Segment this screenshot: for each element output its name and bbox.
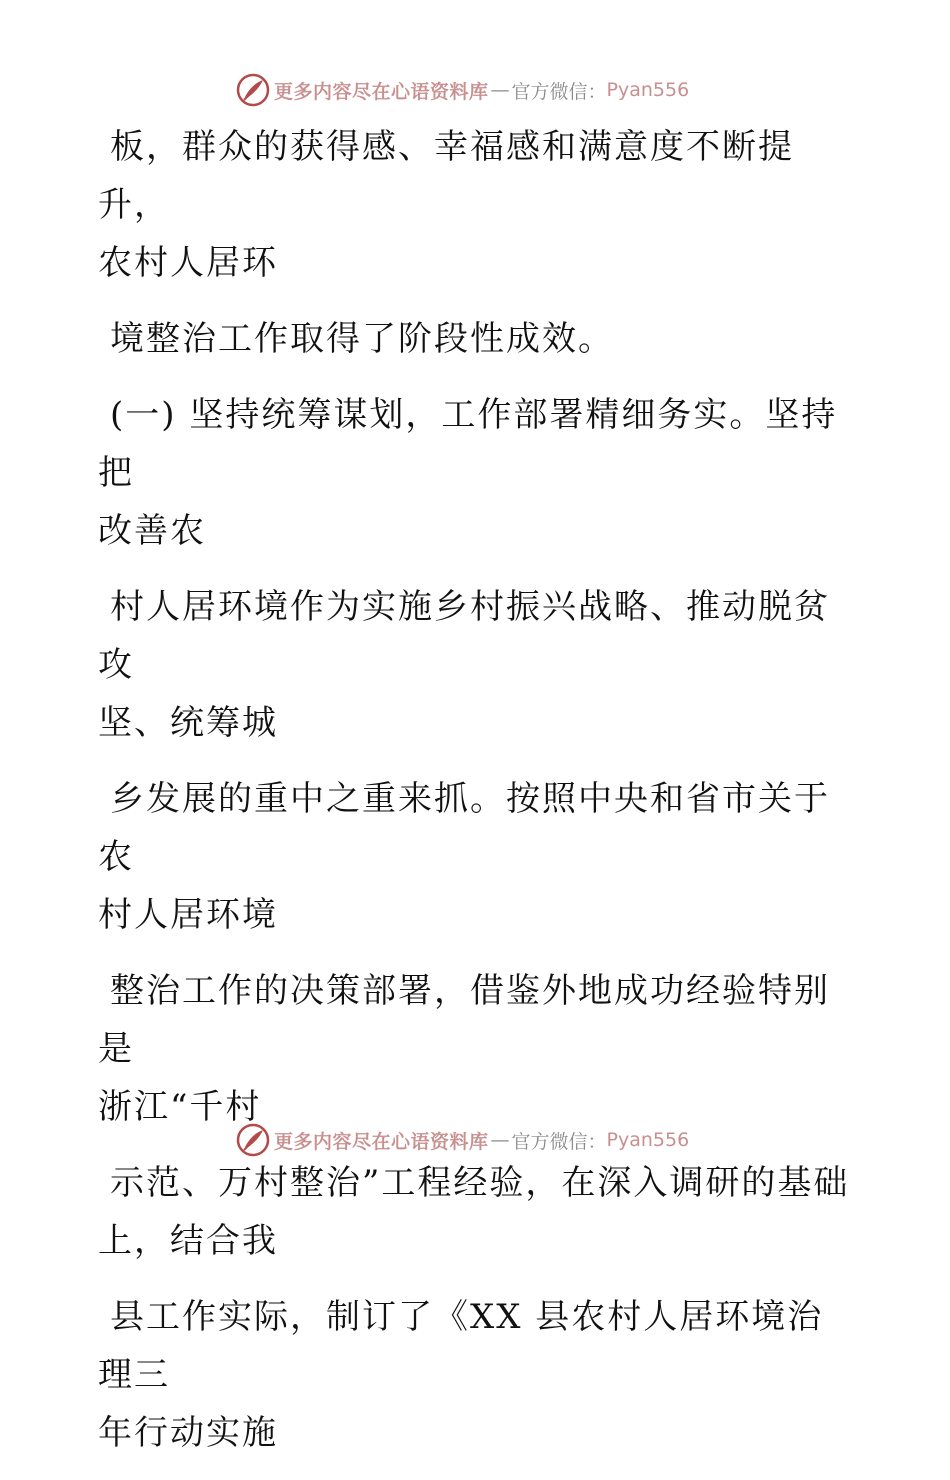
watermark-wechat-id: Pyan556	[606, 79, 690, 101]
watermark-site-text: 更多内容尽在心语资料库	[274, 80, 489, 103]
paragraph-line: 县工作实际，制订了《XX 县农村人居环境治理三	[98, 1297, 824, 1395]
paragraph	[98, 962, 858, 1136]
watermark-footer	[236, 1122, 689, 1158]
paragraph-line: 农村人居环	[98, 243, 278, 283]
watermark-header	[236, 72, 689, 108]
feather-pen-seal-icon	[236, 1123, 270, 1157]
paragraph-line: 年行动实施	[98, 1413, 278, 1453]
paragraph-line: 改善农	[98, 511, 206, 551]
paragraph	[98, 578, 858, 752]
watermark-separator: —	[490, 79, 510, 101]
paragraph-line: 乡发展的重中之重来抓。按照中央和省市关于农	[98, 779, 830, 877]
watermark-wechat-id: Pyan556	[606, 1129, 690, 1151]
watermark-wechat-label: 官方微信：	[511, 80, 607, 103]
watermark-wechat-label: 官方微信：	[511, 1130, 607, 1153]
paragraph-line: 上，结合我	[98, 1221, 278, 1261]
paragraph-line: 示范、万村整治”工程经验，在深入调研的基础	[110, 1163, 850, 1203]
paragraph-line: 板，群众的获得感、幸福感和满意度不断提升，	[98, 127, 794, 225]
paragraph	[98, 770, 858, 944]
paragraph-line: (一) 坚持统筹谋划，工作部署精细务实。坚持把	[98, 395, 838, 493]
watermark-separator: —	[490, 1129, 510, 1151]
paragraph-line: 浙江“千村	[98, 1087, 262, 1127]
paragraph-line: 坚、统筹城	[98, 703, 278, 743]
paragraph-line: 村人居环境作为实施乡村振兴战略、推动脱贫攻	[98, 587, 830, 685]
paragraph	[98, 1288, 858, 1462]
paragraph-line: 境整治工作取得了阶段性成效。	[110, 319, 614, 359]
paragraph	[98, 118, 858, 292]
paragraph	[98, 1154, 858, 1270]
paragraph	[98, 386, 858, 560]
paragraph-line: 村人居环境	[98, 895, 278, 935]
paragraph	[98, 310, 858, 368]
document-body	[98, 118, 858, 1480]
watermark-site-text: 更多内容尽在心语资料库	[274, 1130, 489, 1153]
feather-pen-seal-icon	[236, 73, 270, 107]
paragraph-line: 整治工作的决策部署，借鉴外地成功经验特别是	[98, 971, 830, 1069]
